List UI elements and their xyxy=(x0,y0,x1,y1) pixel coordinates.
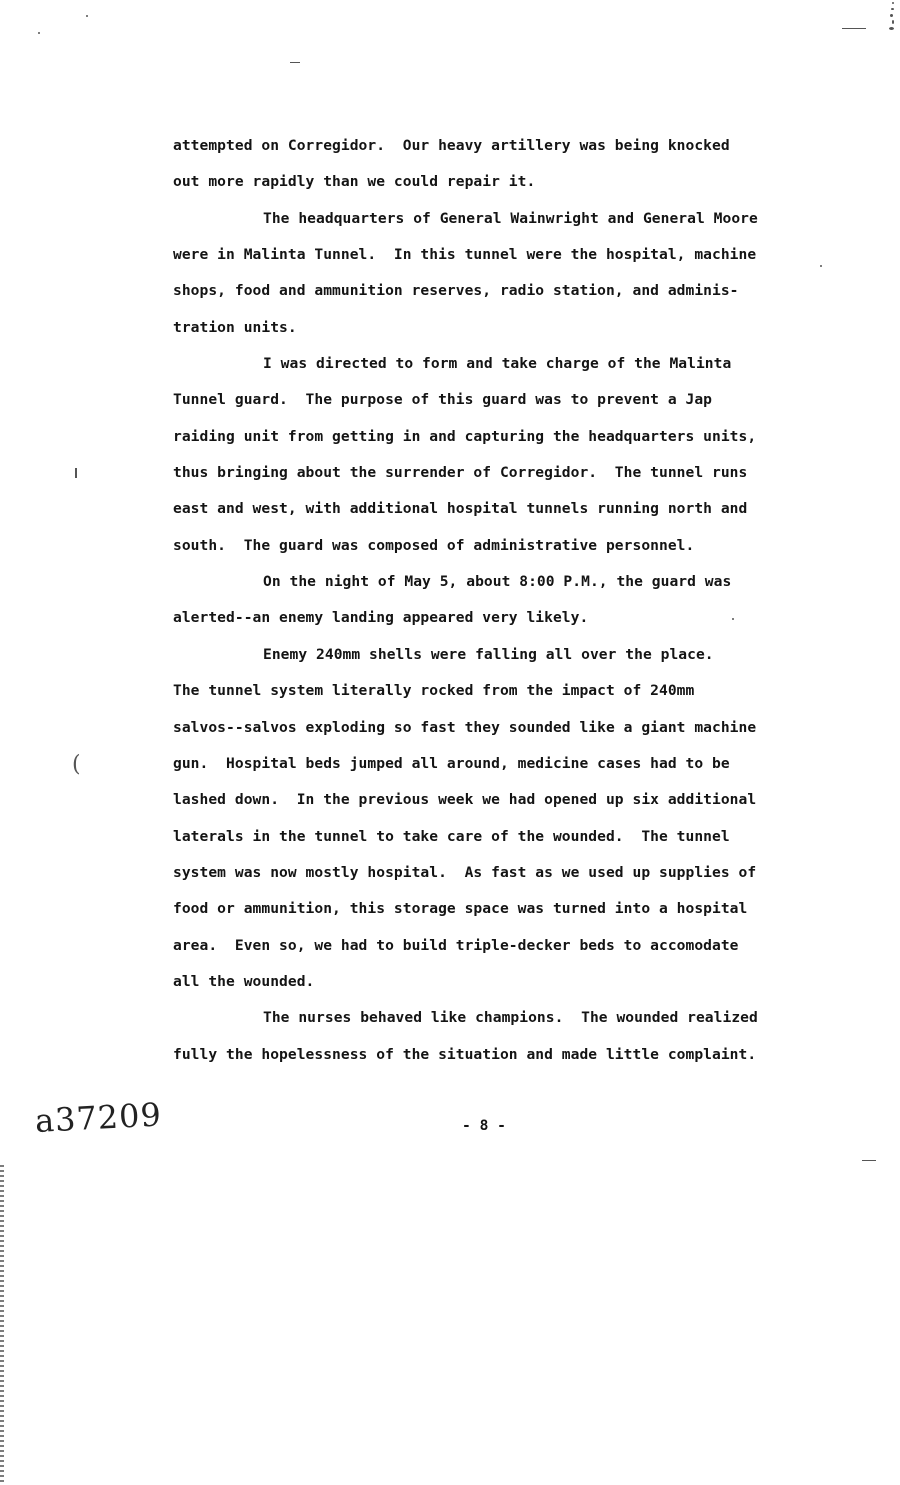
text-line: tration units. xyxy=(173,318,297,336)
text-line: alerted--an enemy landing appeared very likely. xyxy=(173,609,589,627)
text-line: Tunnel guard. The purpose of this guard was to prevent a Jap xyxy=(173,391,713,409)
text-line: The headquarters of General Wainwright and General Moore xyxy=(263,209,758,227)
scan-speck xyxy=(732,618,734,620)
scan-speck xyxy=(862,1160,876,1161)
text-line: salvos--salvos exploding so fast they sounded like a giant machine xyxy=(173,718,757,736)
text-line: thus bringing about the surrender of Corregidor. The tunnel runs xyxy=(173,464,748,482)
margin-mark: ( xyxy=(72,752,81,777)
corner-punch-mark xyxy=(886,0,896,34)
typed-body-text xyxy=(173,128,783,1073)
text-line: all the wounded. xyxy=(173,972,315,990)
scan-edge-marks xyxy=(0,1165,4,1485)
text-line: system was now mostly hospital. As fast as we used up supplies of xyxy=(173,863,757,881)
text-line: On the night of May 5, about 8:00 P.M., the guard was xyxy=(263,573,732,591)
text-line: east and west, with additional hospital tunnels running north and xyxy=(173,500,748,518)
text-line: raiding unit from getting in and capturing the headquarters units, xyxy=(173,427,757,445)
text-line: attempted on Corregidor. Our heavy artillery was being knocked xyxy=(173,137,730,154)
text-line: shops, food and ammunition reserves, radio station, and adminis- xyxy=(173,282,739,300)
text-line: out more rapidly than we could repair it. xyxy=(173,173,536,191)
text-line: I was directed to form and take charge of the Malinta xyxy=(263,355,732,373)
page-number: - 8 - xyxy=(462,1117,506,1134)
text-line: lashed down. In the previous week we had opened up six additional xyxy=(173,791,757,809)
text-line: fully the hopelessness of the situation and made little complaint. xyxy=(173,1045,757,1063)
scan-speck xyxy=(820,265,822,267)
text-line: laterals in the tunnel to take care of the wounded. The tunnel xyxy=(173,827,730,845)
scan-speck xyxy=(86,15,88,17)
text-line: area. Even so, we had to build triple-decker beds to accomodate xyxy=(173,936,739,954)
scan-speck xyxy=(842,28,866,29)
text-line: The nurses behaved like champions. The wounded realized xyxy=(263,1009,758,1027)
text-line: food or ammunition, this storage space was turned into a hospital xyxy=(173,900,748,918)
scan-speck xyxy=(290,62,300,63)
scan-speck xyxy=(75,468,77,478)
text-line: were in Malinta Tunnel. In this tunnel were the hospital, machine xyxy=(173,246,757,264)
text-line: gun. Hospital beds jumped all around, medicine cases had to be xyxy=(173,754,730,772)
text-line: Enemy 240mm shells were falling all over the place. xyxy=(263,645,714,663)
text-line: south. The guard was composed of administrative personnel. xyxy=(173,536,695,554)
text-line: The tunnel system literally rocked from the impact of 240mm xyxy=(173,682,695,700)
handwritten-archive-number: a37209 xyxy=(34,1095,163,1140)
scan-speck xyxy=(38,32,40,34)
